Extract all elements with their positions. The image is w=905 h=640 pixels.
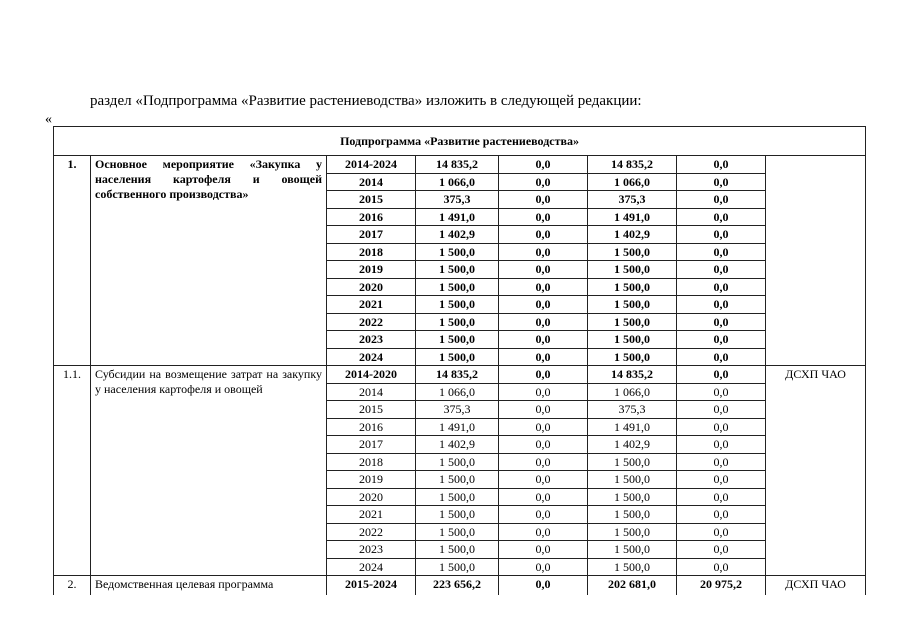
federal-cell: 0,0 [499, 471, 588, 489]
regional-cell: 1 500,0 [588, 541, 677, 559]
other-cell: 0,0 [677, 313, 766, 331]
regional-cell: 1 500,0 [588, 296, 677, 314]
item-number: 2. [54, 576, 91, 595]
regional-cell: 1 402,9 [588, 436, 677, 454]
period-cell: 2021 [327, 506, 416, 524]
total-cell: 14 835,2 [416, 156, 499, 174]
period-cell: 2024 [327, 558, 416, 576]
other-cell: 0,0 [677, 331, 766, 349]
other-cell: 0,0 [677, 366, 766, 384]
period-cell: 2022 [327, 523, 416, 541]
federal-cell: 0,0 [499, 576, 588, 595]
regional-cell: 375,3 [588, 191, 677, 209]
federal-cell: 0,0 [499, 296, 588, 314]
other-cell: 0,0 [677, 243, 766, 261]
regional-cell: 1 500,0 [588, 278, 677, 296]
federal-cell: 0,0 [499, 541, 588, 559]
other-cell: 0,0 [677, 558, 766, 576]
period-cell: 2015 [327, 401, 416, 419]
federal-cell: 0,0 [499, 331, 588, 349]
total-cell: 14 835,2 [416, 366, 499, 384]
other-cell: 0,0 [677, 523, 766, 541]
total-cell: 1 500,0 [416, 541, 499, 559]
total-cell: 1 500,0 [416, 558, 499, 576]
total-cell: 375,3 [416, 191, 499, 209]
period-cell: 2017 [327, 226, 416, 244]
period-cell: 2019 [327, 261, 416, 279]
regional-cell: 1 500,0 [588, 331, 677, 349]
period-cell: 2020 [327, 278, 416, 296]
regional-cell: 1 491,0 [588, 208, 677, 226]
regional-cell: 1 500,0 [588, 243, 677, 261]
regional-cell: 1 500,0 [588, 558, 677, 576]
responsible-executor [766, 156, 866, 366]
other-cell: 0,0 [677, 506, 766, 524]
total-cell: 1 500,0 [416, 296, 499, 314]
federal-cell: 0,0 [499, 506, 588, 524]
table-row [54, 576, 866, 595]
total-cell: 1 066,0 [416, 383, 499, 401]
other-cell: 0,0 [677, 348, 766, 366]
period-cell: 2023 [327, 331, 416, 349]
total-cell: 1 500,0 [416, 278, 499, 296]
total-cell: 1 402,9 [416, 436, 499, 454]
other-cell: 0,0 [677, 488, 766, 506]
total-cell: 1 491,0 [416, 418, 499, 436]
regional-cell: 1 500,0 [588, 313, 677, 331]
other-cell: 0,0 [677, 453, 766, 471]
regional-cell: 1 500,0 [588, 488, 677, 506]
federal-cell: 0,0 [499, 226, 588, 244]
item-description: Ведомственная целевая программа [91, 576, 327, 595]
regional-cell: 1 500,0 [588, 506, 677, 524]
period-cell: 2015 [327, 191, 416, 209]
total-cell: 1 066,0 [416, 173, 499, 191]
table-row [54, 156, 866, 174]
period-cell: 2020 [327, 488, 416, 506]
total-cell: 1 491,0 [416, 208, 499, 226]
other-cell: 0,0 [677, 173, 766, 191]
federal-cell: 0,0 [499, 243, 588, 261]
total-cell: 1 500,0 [416, 243, 499, 261]
period-cell: 2014 [327, 383, 416, 401]
item-number: 1. [54, 156, 91, 366]
item-description: Субсидии на возмещение затрат на закупку у населения картофеля и овощей [91, 366, 327, 576]
federal-cell: 0,0 [499, 261, 588, 279]
federal-cell: 0,0 [499, 278, 588, 296]
total-cell: 375,3 [416, 401, 499, 419]
federal-cell: 0,0 [499, 523, 588, 541]
other-cell: 0,0 [677, 418, 766, 436]
other-cell: 0,0 [677, 278, 766, 296]
period-cell: 2024 [327, 348, 416, 366]
other-cell: 0,0 [677, 471, 766, 489]
total-cell: 1 500,0 [416, 313, 499, 331]
other-cell: 0,0 [677, 261, 766, 279]
federal-cell: 0,0 [499, 383, 588, 401]
federal-cell: 0,0 [499, 348, 588, 366]
other-cell: 0,0 [677, 191, 766, 209]
other-cell: 0,0 [677, 208, 766, 226]
period-cell: 2014-2020 [327, 366, 416, 384]
regional-cell: 1 500,0 [588, 261, 677, 279]
regional-cell: 14 835,2 [588, 156, 677, 174]
other-cell: 0,0 [677, 541, 766, 559]
period-cell: 2015-2024 [327, 576, 416, 595]
other-cell: 20 975,2 [677, 576, 766, 595]
item-description: Основное мероприятие «Закупка у населения картофеля и овощей собственного производства» [91, 156, 327, 366]
federal-cell: 0,0 [499, 313, 588, 331]
period-cell: 2018 [327, 453, 416, 471]
regional-cell: 1 066,0 [588, 173, 677, 191]
period-cell: 2014 [327, 173, 416, 191]
federal-cell: 0,0 [499, 401, 588, 419]
regional-cell: 375,3 [588, 401, 677, 419]
other-cell: 0,0 [677, 436, 766, 454]
regional-cell: 1 500,0 [588, 523, 677, 541]
federal-cell: 0,0 [499, 156, 588, 174]
other-cell: 0,0 [677, 296, 766, 314]
federal-cell: 0,0 [499, 366, 588, 384]
regional-cell: 1 500,0 [588, 471, 677, 489]
regional-cell: 1 402,9 [588, 226, 677, 244]
table-row [54, 366, 866, 384]
responsible-executor: ДСХП ЧАО [766, 576, 866, 595]
total-cell: 1 500,0 [416, 488, 499, 506]
regional-cell: 14 835,2 [588, 366, 677, 384]
total-cell: 1 500,0 [416, 506, 499, 524]
total-cell: 1 500,0 [416, 453, 499, 471]
regional-cell: 1 500,0 [588, 453, 677, 471]
federal-cell: 0,0 [499, 191, 588, 209]
federal-cell: 0,0 [499, 418, 588, 436]
total-cell: 223 656,2 [416, 576, 499, 595]
responsible-executor: ДСХП ЧАО [766, 366, 866, 576]
other-cell: 0,0 [677, 401, 766, 419]
period-cell: 2023 [327, 541, 416, 559]
program-table [53, 126, 866, 595]
period-cell: 2017 [327, 436, 416, 454]
period-cell: 2014-2024 [327, 156, 416, 174]
period-cell: 2021 [327, 296, 416, 314]
other-cell: 0,0 [677, 156, 766, 174]
regional-cell: 1 500,0 [588, 348, 677, 366]
intro-text: раздел «Подпрограмма «Развитие растениеводства» изложить в следующей редакции: [90, 93, 642, 109]
subprogram-header-row [54, 127, 866, 156]
federal-cell: 0,0 [499, 208, 588, 226]
total-cell: 1 500,0 [416, 261, 499, 279]
federal-cell: 0,0 [499, 488, 588, 506]
regional-cell: 1 066,0 [588, 383, 677, 401]
federal-cell: 0,0 [499, 558, 588, 576]
period-cell: 2016 [327, 208, 416, 226]
federal-cell: 0,0 [499, 453, 588, 471]
federal-cell: 0,0 [499, 436, 588, 454]
period-cell: 2016 [327, 418, 416, 436]
period-cell: 2019 [327, 471, 416, 489]
regional-cell: 202 681,0 [588, 576, 677, 595]
total-cell: 1 500,0 [416, 348, 499, 366]
period-cell: 2018 [327, 243, 416, 261]
other-cell: 0,0 [677, 226, 766, 244]
opening-quote: « [45, 112, 52, 127]
total-cell: 1 500,0 [416, 471, 499, 489]
total-cell: 1 500,0 [416, 523, 499, 541]
total-cell: 1 402,9 [416, 226, 499, 244]
period-cell: 2022 [327, 313, 416, 331]
other-cell: 0,0 [677, 383, 766, 401]
federal-cell: 0,0 [499, 173, 588, 191]
item-number: 1.1. [54, 366, 91, 576]
total-cell: 1 500,0 [416, 331, 499, 349]
regional-cell: 1 491,0 [588, 418, 677, 436]
subprogram-header: Подпрограмма «Развитие растениеводства» [54, 127, 866, 156]
